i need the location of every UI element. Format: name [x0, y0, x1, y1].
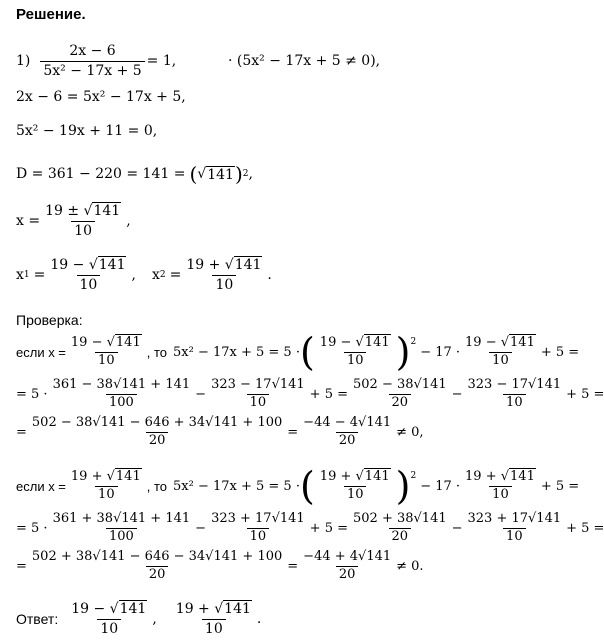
fraction-denominator: 20 — [389, 528, 412, 545]
fraction-denominator: 20 — [336, 432, 359, 449]
x2-fraction: $\frac{19 + √141}{10}$ — [186, 257, 262, 293]
radicand: 141 — [510, 334, 535, 350]
fraction-denominator: 100 — [106, 394, 137, 411]
fraction-denominator: 10 — [202, 619, 226, 637]
operator: = 5 · — [16, 386, 48, 402]
operator: + 5 = — [540, 344, 580, 360]
fraction-numerator: 361 − 38√141 + 141 — [52, 376, 191, 392]
check2-line3 — [16, 546, 424, 586]
fraction — [350, 512, 450, 545]
then-text: , то — [146, 344, 167, 360]
fraction-denominator: 20 — [336, 566, 359, 583]
x1-fraction: $\frac{19 - √141}{10}$ — [50, 257, 126, 293]
x1-label: x — [16, 267, 24, 283]
fraction — [465, 378, 565, 411]
equation-rhs: = 1, — [146, 53, 177, 69]
operator: = — [16, 424, 27, 440]
fraction — [465, 512, 565, 545]
punctuation: . — [256, 611, 262, 627]
numerator-part: 19 ± — [45, 203, 80, 220]
fraction-denominator: 10 — [77, 275, 101, 293]
fraction-denominator: 10 — [247, 528, 270, 545]
operator: − 17 · — [420, 344, 461, 360]
fraction-numerator: 502 + 38√141 — [353, 510, 447, 526]
fraction-denominator: 10 — [489, 352, 512, 369]
fraction-denominator: 10 — [97, 619, 121, 637]
numerator-part: 19 + — [465, 468, 497, 484]
fraction-denominator: 20 — [146, 432, 169, 449]
if-text: если x = — [16, 344, 66, 360]
fraction — [300, 416, 394, 449]
radicand: 141 — [115, 334, 141, 350]
answer-root-1: $\frac{19 - √141}{10}$ — [71, 601, 147, 637]
fraction — [29, 416, 285, 449]
radicand: 141 — [224, 601, 251, 618]
fraction — [50, 512, 194, 545]
check1-line2 — [16, 374, 604, 414]
check2-line1: если x = $\frac{19 + √141}{10}$ , то 5x² − 17x + 5 = 5 · ( $\frac{19 + √141}{10}$ ) $^2$ − 17 · $\frac{19 + √141}{10}$ + 5 = — [16, 464, 580, 508]
fraction-numerator: −44 − 4√141 — [303, 414, 392, 430]
fraction-denominator: 10 — [503, 528, 526, 545]
discriminant-line: D = 361 − 220 = 141 = ( √ 141 ) 2 , — [16, 162, 253, 186]
operator: + 5 = — [566, 520, 604, 536]
check1-line3 — [16, 412, 424, 452]
radicand: 141 — [510, 468, 535, 484]
fraction-denominator: 10 — [344, 352, 367, 369]
numerator-part: 19 + — [319, 468, 352, 484]
equation-fraction — [40, 43, 144, 78]
operator: = — [287, 424, 299, 440]
fraction-denominator: 10 — [503, 394, 526, 411]
fraction-denominator: 10 — [95, 352, 118, 369]
fraction-numerator: 323 − 17√141 — [467, 376, 562, 392]
fraction-denominator: 5x² − 17x + 5 — [40, 61, 144, 79]
fraction — [300, 550, 394, 583]
operator: − — [451, 520, 463, 536]
answer-label: Ответ: — [16, 611, 59, 627]
then-text: , то — [146, 478, 167, 494]
operator: ≠ 0, — [396, 424, 424, 440]
check1-line1: если x = $\frac{19 - √141}{10}$ , то 5x² − 17x + 5 = 5 · ( $\frac{19 - √141}{10}$ ) $^2$ − 17 · $\frac{19 - √141}{10}$ + 5 = — [16, 330, 580, 374]
fraction — [208, 378, 308, 411]
numerator-part: 19 − — [50, 257, 85, 274]
punctuation: , — [248, 166, 253, 182]
fraction-denominator: 10 — [489, 486, 512, 503]
operator: − 17 · — [420, 478, 461, 494]
answer-line — [16, 598, 261, 640]
root-fraction: $\frac{19 \pm √141}{10}$ — [45, 203, 121, 239]
fraction-numerator: 502 + 38√141 − 646 − 34√141 + 100 — [31, 548, 283, 564]
answer-root-2: $\frac{19 + √141}{10}$ — [175, 601, 251, 637]
item-number: 1) — [16, 53, 31, 69]
radicand: 141 — [115, 468, 141, 484]
numerator-part: 19 − — [70, 334, 103, 350]
fraction-denominator: 10 — [71, 221, 95, 239]
squared-fraction: $\frac{19 + √141}{10}$ — [319, 468, 390, 502]
fraction-numerator: 361 + 38√141 + 141 — [52, 510, 191, 526]
operator: + 5 = — [309, 520, 348, 536]
fraction-numerator: 323 − 17√141 — [211, 376, 305, 392]
operator: = 5 · — [16, 520, 48, 536]
equation-line-2: 2x − 6 = 5x² − 17x + 5, — [16, 89, 186, 105]
operator: − — [195, 386, 207, 402]
fraction-numerator: 323 + 17√141 — [211, 510, 305, 526]
fraction-numerator: 323 + 17√141 — [467, 510, 562, 526]
fraction — [350, 378, 450, 411]
punctuation: , — [126, 213, 131, 229]
fraction-denominator: 10 — [344, 486, 367, 503]
fraction-denominator: 20 — [146, 566, 169, 583]
operator: + 5 = — [540, 478, 580, 494]
linear-fraction: $\frac{19 - √141}{10}$ — [465, 334, 535, 368]
radicand: 141 — [119, 601, 147, 618]
fraction-numerator: −44 + 4√141 — [303, 548, 392, 564]
fraction-numerator: 2x − 6 — [69, 43, 116, 60]
punctuation: . — [267, 267, 272, 283]
check2-line2 — [16, 508, 604, 548]
operator: ≠ 0. — [396, 558, 424, 574]
expression: 5x² − 17x + 5 = 5 · — [173, 478, 300, 494]
radicand: 141 — [93, 203, 121, 220]
squared-fraction: $\frac{19 - √141}{10}$ — [319, 334, 390, 368]
fraction-denominator: 10 — [95, 486, 118, 503]
fraction-denominator: 100 — [106, 528, 137, 545]
equation-1 — [16, 40, 176, 82]
fraction-denominator: 10 — [247, 394, 270, 411]
numerator-part: 19 + — [70, 468, 103, 484]
if-text: если x = — [16, 478, 66, 494]
fraction-numerator: 502 − 38√141 — [353, 376, 447, 392]
page-title: Решение. — [16, 6, 86, 23]
operator: − — [195, 520, 207, 536]
operator: − — [451, 386, 463, 402]
punctuation: , — [152, 611, 157, 627]
x-value-fraction: $\frac{19 + √141}{10}$ — [70, 468, 141, 502]
radicand: 141 — [98, 257, 126, 274]
root-lhs: x = — [16, 213, 41, 229]
radicand: 141 — [207, 166, 234, 183]
fraction-denominator: 20 — [389, 394, 412, 411]
discriminant-lhs: D = 361 − 220 = 141 = — [16, 166, 186, 182]
roots-line: x 1 = $\frac{19 - √141}{10}$ , x 2 = $\frac{19 + √141}{10}$ . — [16, 257, 272, 293]
linear-fraction: $\frac{19 + √141}{10}$ — [465, 468, 535, 502]
root-formula — [16, 200, 131, 242]
radicand: 141 — [234, 257, 262, 274]
fraction — [208, 512, 308, 545]
x-value-fraction: $\frac{19 - √141}{10}$ — [70, 334, 141, 368]
numerator-part: 19 − — [71, 601, 106, 618]
x2-label: x — [151, 267, 160, 283]
fraction — [50, 378, 194, 411]
check-heading: Проверка: — [16, 312, 83, 328]
numerator-part: 19 − — [319, 334, 352, 350]
radicand: 141 — [364, 334, 390, 350]
equation-line-3: 5x² − 19x + 11 = 0, — [16, 123, 158, 139]
operator: + 5 = — [309, 386, 348, 402]
operator: + 5 = — [566, 386, 604, 402]
numerator-part: 19 + — [186, 257, 221, 274]
fraction-denominator: 10 — [212, 275, 236, 293]
domain-condition: · (5x² − 17x + 5 ≠ 0), — [228, 53, 381, 69]
fraction — [29, 550, 285, 583]
operator: = — [16, 558, 27, 574]
expression: 5x² − 17x + 5 = 5 · — [173, 344, 300, 360]
numerator-part: 19 + — [175, 601, 210, 618]
punctuation: , — [131, 267, 136, 283]
fraction-numerator: 502 − 38√141 − 646 + 34√141 + 100 — [31, 414, 283, 430]
operator: = — [287, 558, 299, 574]
numerator-part: 19 − — [465, 334, 497, 350]
radicand: 141 — [364, 468, 390, 484]
